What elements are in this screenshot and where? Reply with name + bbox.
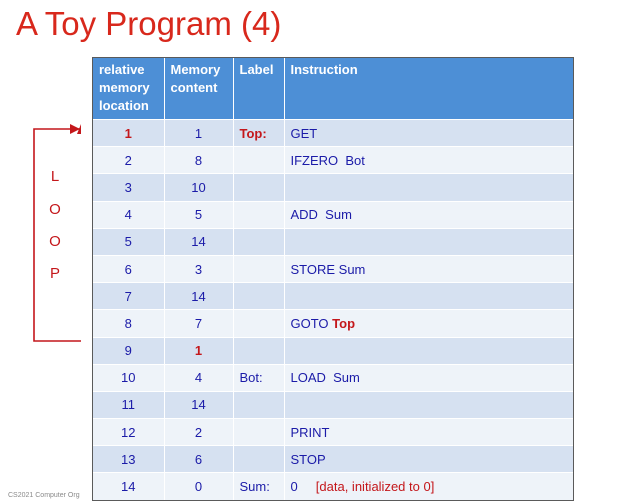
instruction-text: STOP: [290, 451, 326, 467]
cell-location: 7: [93, 283, 164, 310]
cell-content: 5: [164, 201, 233, 228]
loop-letter-p: P: [49, 265, 60, 282]
table-row: [93, 147, 573, 174]
cell-label: [233, 283, 284, 310]
cell-label: [233, 147, 284, 174]
instruction-text: LOAD Sum: [290, 370, 360, 386]
table-row: [93, 364, 573, 391]
cell-location: 1: [93, 120, 164, 147]
table-row: [93, 283, 573, 310]
cell-instruction: [284, 473, 573, 500]
loop-letter-l: L: [50, 168, 60, 185]
cell-instruction: [284, 337, 573, 364]
instruction-text: IFZERO Bot: [290, 152, 365, 168]
table-row: [93, 174, 573, 201]
cell-location: 8: [93, 310, 164, 337]
cell-instruction: [284, 283, 573, 310]
loop-arrowhead-icon: [68, 122, 82, 136]
instruction-text: 0: [290, 479, 316, 495]
table-row: [93, 391, 573, 418]
cell-location: 14: [93, 473, 164, 500]
cell-instruction: [284, 174, 573, 201]
cell-location: 4: [93, 201, 164, 228]
cell-location: 3: [93, 174, 164, 201]
cell-instruction: [284, 419, 573, 446]
cell-label: Sum:: [233, 473, 284, 500]
cell-location: 10: [93, 364, 164, 391]
cell-instruction: [284, 310, 573, 337]
cell-location: 2: [93, 147, 164, 174]
header-instruction: Instruction: [284, 58, 573, 120]
instruction-text: GET: [290, 125, 318, 141]
table-row: [93, 120, 573, 147]
memory-table: [93, 58, 573, 500]
cell-label: [233, 391, 284, 418]
cell-instruction: [284, 228, 573, 255]
cell-content: 1: [164, 120, 233, 147]
loop-letter-o1: O: [49, 201, 61, 218]
cell-location: 6: [93, 255, 164, 282]
cell-instruction: [284, 364, 573, 391]
table-row: [93, 337, 573, 364]
cell-instruction: [284, 120, 573, 147]
cell-instruction: [284, 201, 573, 228]
cell-content: 7: [164, 310, 233, 337]
cell-location: 13: [93, 446, 164, 473]
memory-table-wrapper: [92, 57, 574, 501]
slide-title: A Toy Program (4): [16, 5, 282, 42]
cell-location: 9: [93, 337, 164, 364]
cell-label: Top:: [233, 120, 284, 147]
cell-content: 4: [164, 364, 233, 391]
cell-label: [233, 337, 284, 364]
cell-content: 8: [164, 147, 233, 174]
loop-letter-o2: O: [49, 233, 61, 250]
cell-location: 5: [93, 228, 164, 255]
data-note: [data, initialized to 0]: [315, 479, 435, 495]
instruction-text: STORE Sum: [290, 261, 366, 277]
cell-content: 14: [164, 283, 233, 310]
cell-label: [233, 228, 284, 255]
cell-content: 0: [164, 473, 233, 500]
cell-content: 14: [164, 228, 233, 255]
cell-label: [233, 446, 284, 473]
table-row: [93, 310, 573, 337]
table-row: [93, 419, 573, 446]
header-memory-content: Memory content: [164, 58, 233, 120]
instruction-text: ADD Sum: [290, 207, 352, 223]
table-row: [93, 228, 573, 255]
cell-label: [233, 419, 284, 446]
instruction-text: GOTO: [290, 315, 333, 331]
footer-text: CS2021 Computer Org: [8, 492, 80, 499]
header-relative-location: relative memory location: [93, 58, 164, 120]
cell-instruction: [284, 147, 573, 174]
table-row: [93, 473, 573, 500]
cell-label: [233, 174, 284, 201]
cell-instruction: [284, 255, 573, 282]
cell-content: 3: [164, 255, 233, 282]
table-row: [93, 201, 573, 228]
table-row: [93, 446, 573, 473]
cell-instruction: [284, 446, 573, 473]
cell-label: [233, 310, 284, 337]
cell-location: 11: [93, 391, 164, 418]
table-row: [93, 255, 573, 282]
cell-instruction: [284, 391, 573, 418]
cell-label: [233, 255, 284, 282]
cell-location: 12: [93, 419, 164, 446]
table-header-row: [93, 58, 573, 120]
cell-label: [233, 201, 284, 228]
header-label: Label: [233, 58, 284, 120]
instruction-text: PRINT: [290, 424, 330, 440]
cell-content: 14: [164, 391, 233, 418]
cell-label: Bot:: [233, 364, 284, 391]
cell-content: 2: [164, 419, 233, 446]
cell-content: 10: [164, 174, 233, 201]
instruction-target-label: Top: [332, 315, 356, 331]
cell-content: 6: [164, 446, 233, 473]
cell-content: 1: [164, 337, 233, 364]
